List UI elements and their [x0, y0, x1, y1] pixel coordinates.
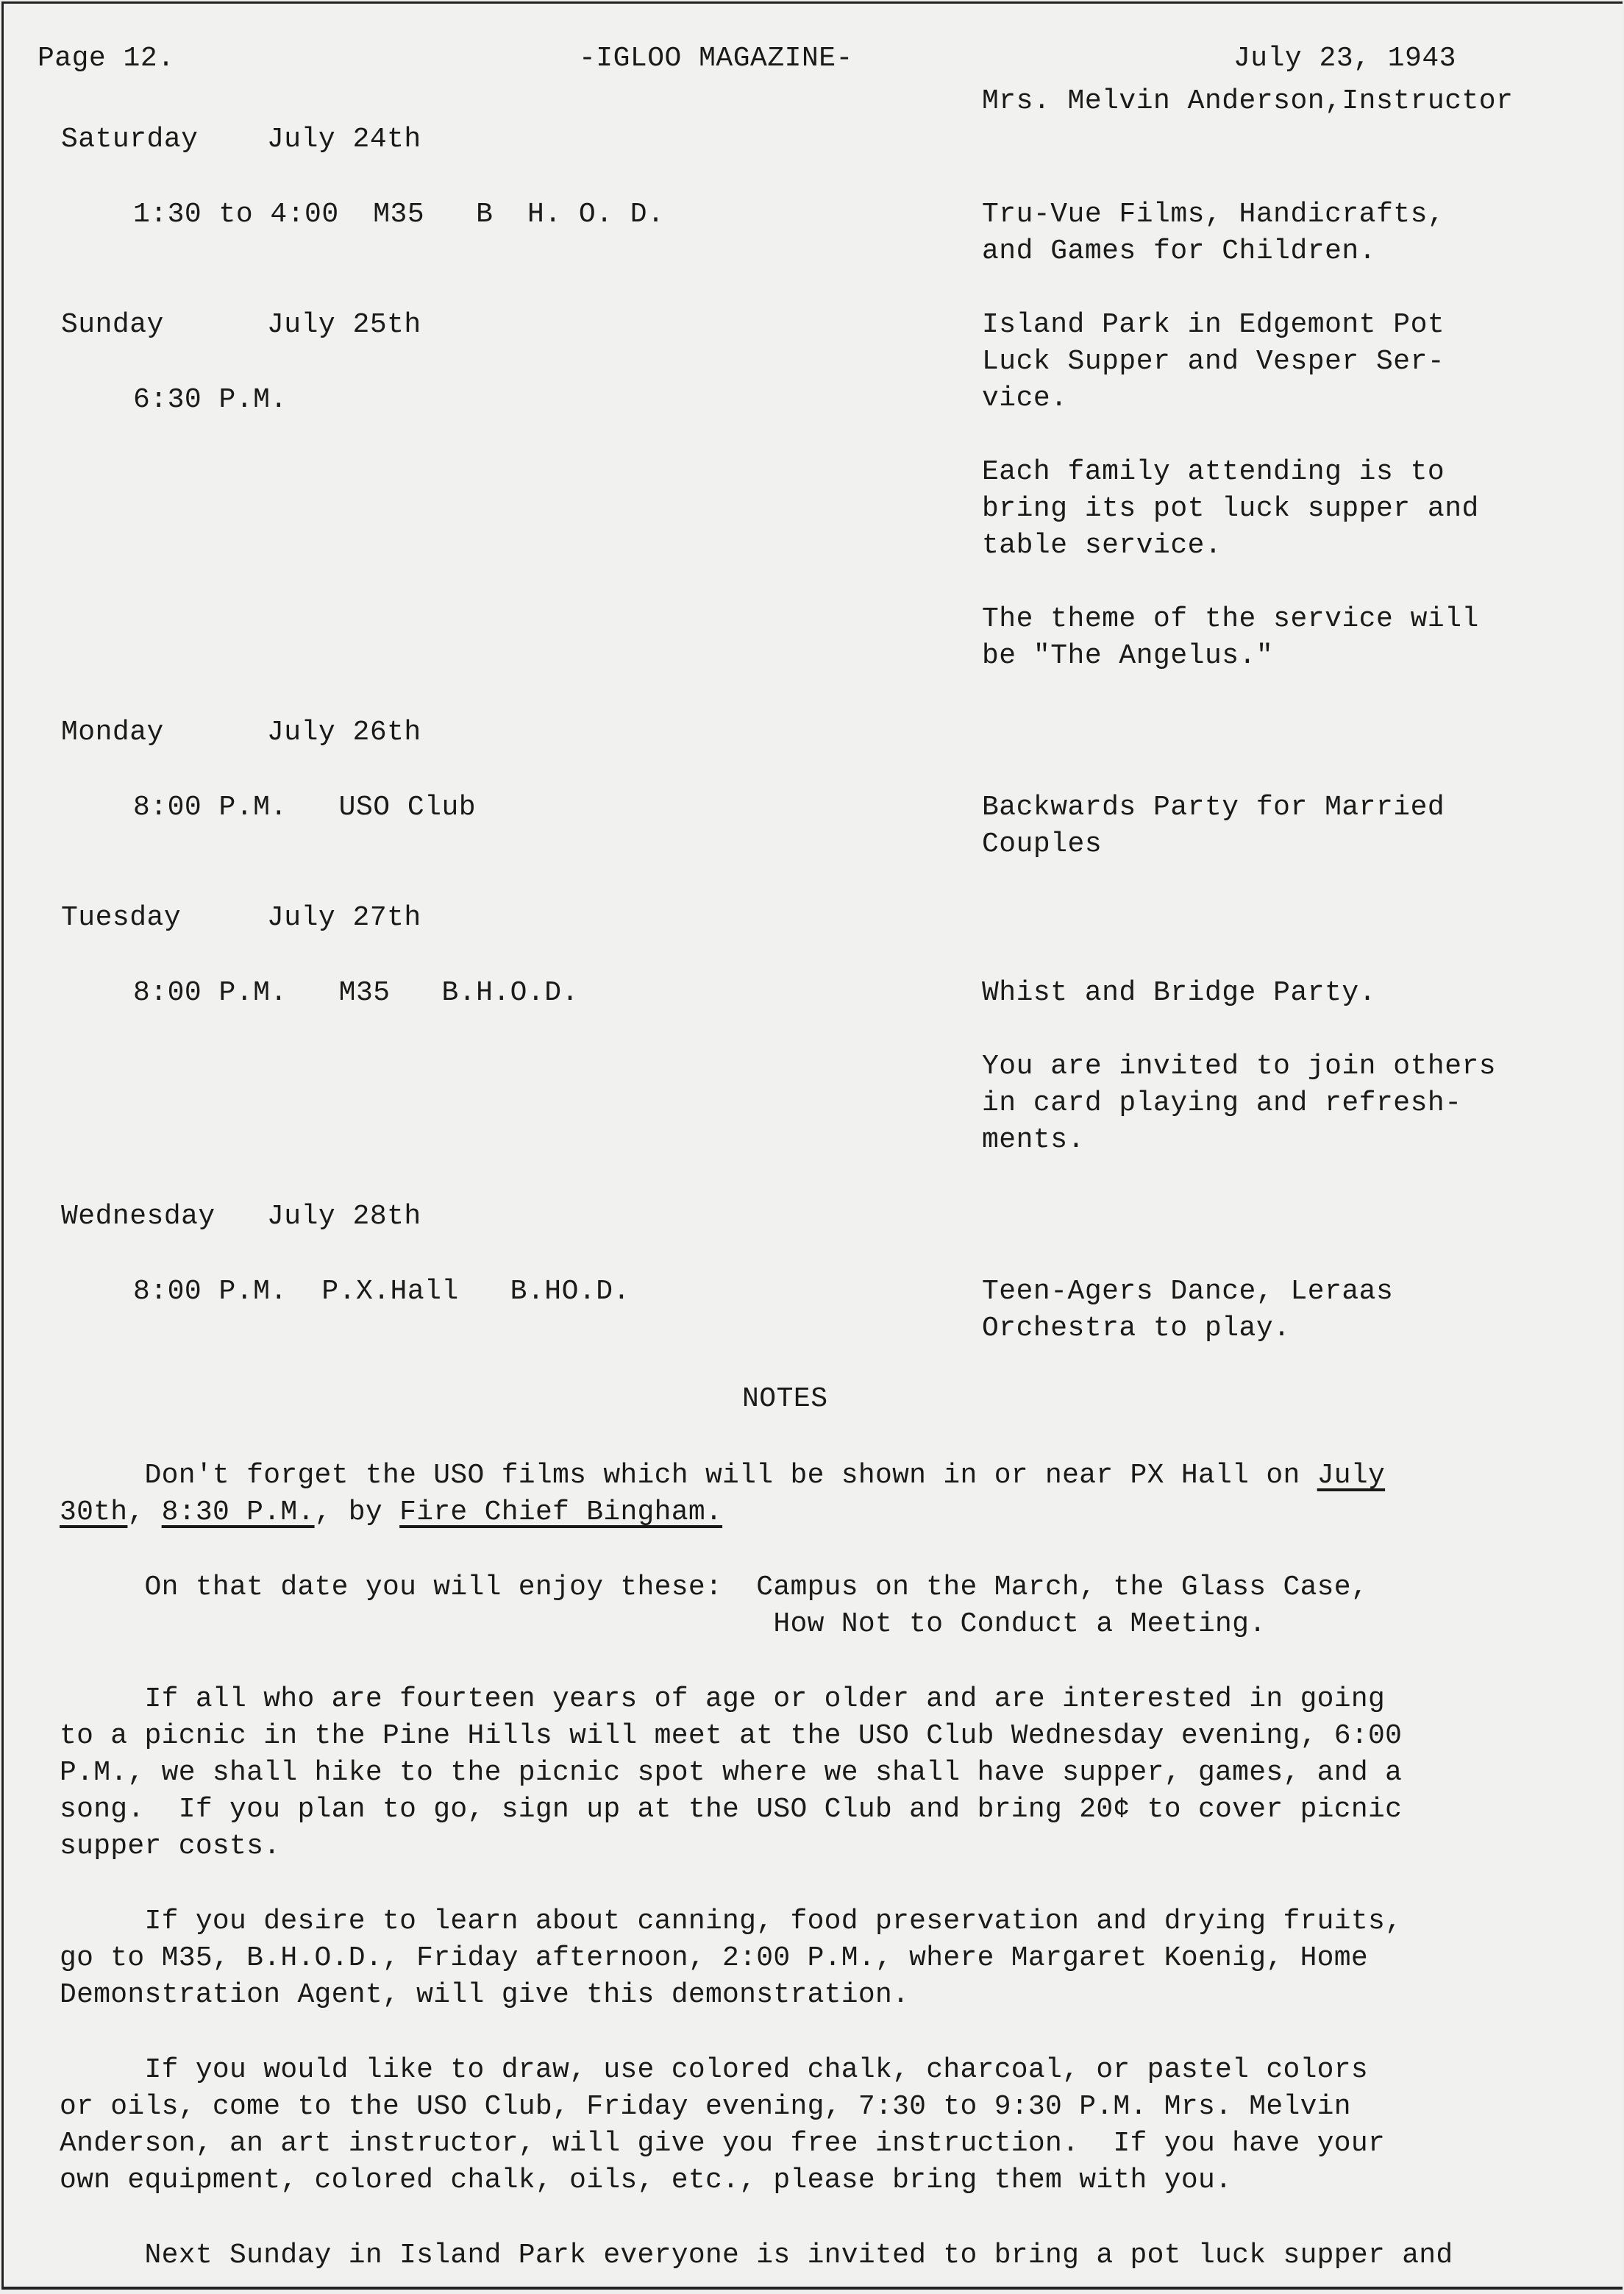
schedule-time-location: 1:30 to 4:00 M35 B H. O. D.	[133, 199, 665, 230]
schedule-extra-note: The theme of the service will	[982, 603, 1479, 635]
schedule-date: July 26th	[267, 717, 421, 748]
note-paragraph-picnic	[60, 1681, 1545, 1865]
schedule-description: Whist and Bridge Party.	[982, 977, 1376, 1009]
schedule-time-location: 8:00 P.M. M35 B.H.O.D.	[133, 977, 579, 1009]
schedule-date: July 28th	[267, 1201, 421, 1232]
note-line: go to M35, B.H.O.D., Friday afternoon, 2:00 P.M., where Margaret Koenig, Home	[60, 1942, 1368, 1974]
issue-date: July 23, 1943	[1233, 43, 1456, 74]
schedule-description: Teen-Agers Dance, Leraas	[982, 1276, 1394, 1307]
note-line: On that date you will enjoy these: Campus on the March, the Glass Case,	[60, 1572, 1368, 1603]
schedule-description: Orchestra to play.	[982, 1313, 1291, 1344]
schedule-extra-note: ments.	[982, 1124, 1085, 1156]
note-line: song. If you plan to go, sign up at the USO Club and bring 20¢ to cover picnic	[60, 1794, 1403, 1825]
underlined-name: Fire Chief Bingham.	[399, 1496, 723, 1528]
schedule-day: Monday	[61, 717, 164, 748]
note-line: P.M., we shall hike to the picnic spot where we shall have supper, games, and a	[60, 1757, 1403, 1789]
schedule-time-location: 8:00 P.M. P.X.Hall B.HO.D.	[133, 1276, 630, 1307]
schedule-description: Island Park in Edgemont Pot	[982, 309, 1445, 341]
note-line: Next Sunday in Island Park everyone is invited to bring a pot luck supper and	[60, 2240, 1453, 2271]
schedule-description: Backwards Party for Married	[982, 792, 1445, 823]
note-text: Don't forget the USO films which will be shown in or near PX Hall on	[60, 1460, 1317, 1491]
schedule-date: July 27th	[267, 902, 421, 934]
schedule-description: Luck Supper and Vesper Ser-	[982, 346, 1445, 377]
note-paragraph-canning	[60, 1903, 1545, 2014]
page-number: Page 12.	[38, 43, 175, 74]
instructor-note: Mrs. Melvin Anderson,Instructor	[982, 85, 1514, 117]
underlined-date: 30th	[60, 1496, 128, 1528]
notes-heading: NOTES	[742, 1383, 828, 1415]
schedule-description: Couples	[982, 828, 1103, 860]
schedule-day: Saturday	[61, 124, 199, 155]
note-text: ,	[127, 1496, 162, 1528]
schedule-date: July 24th	[267, 124, 421, 155]
schedule-extra-note: You are invited to join others	[982, 1051, 1497, 1082]
note-line: own equipment, colored chalk, oils, etc., please bring them with you.	[60, 2165, 1233, 2196]
note-line: How Not to Conduct a Meeting.	[60, 1608, 1267, 1640]
note-line: If you desire to learn about canning, food preservation and drying fruits,	[60, 1906, 1403, 1937]
note-paragraph-art-class	[60, 2052, 1545, 2199]
schedule-day: Sunday	[61, 309, 164, 341]
note-paragraph-film-list	[60, 1569, 1545, 1643]
schedule-extra-note: Each family attending is to	[982, 456, 1445, 488]
schedule-day: Tuesday	[61, 902, 182, 934]
note-paragraph-potluck	[60, 2237, 1545, 2274]
magazine-page	[1, 1, 1623, 2290]
note-line: Demonstration Agent, will give this demonstration.	[60, 1979, 910, 2011]
underlined-date: July	[1317, 1460, 1386, 1491]
schedule-time-location: 6:30 P.M.	[133, 384, 288, 416]
schedule-description: vice.	[982, 383, 1068, 414]
schedule-extra-note: table service.	[982, 530, 1222, 561]
underlined-time: 8:30 P.M.	[161, 1496, 315, 1528]
schedule-day: Wednesday	[61, 1201, 216, 1232]
note-paragraph-films	[60, 1457, 1545, 1531]
schedule-time-location: 8:00 P.M. USO Club	[133, 792, 477, 823]
magazine-title: -IGLOO MAGAZINE-	[579, 43, 853, 74]
note-line: to a picnic in the Pine Hills will meet at the USO Club Wednesday evening, 6:00	[60, 1720, 1403, 1752]
schedule-description: and Games for Children.	[982, 235, 1376, 267]
note-line: If all who are fourteen years of age or older and are interested in going	[60, 1683, 1386, 1715]
schedule-extra-note: bring its pot luck supper and	[982, 493, 1479, 525]
note-line: supper costs.	[60, 1830, 281, 1862]
note-text: , by	[314, 1496, 400, 1528]
note-line: If you would like to draw, use colored chalk, charcoal, or pastel colors	[60, 2054, 1368, 2086]
note-line: Anderson, an art instructor, will give you free instruction. If you have your	[60, 2128, 1386, 2159]
schedule-extra-note: be "The Angelus."	[982, 640, 1274, 672]
schedule-description: Tru-Vue Films, Handicrafts,	[982, 199, 1445, 230]
note-line: or oils, come to the USO Club, Friday evening, 7:30 to 9:30 P.M. Mrs. Melvin	[60, 2091, 1351, 2123]
schedule-extra-note: in card playing and refresh-	[982, 1087, 1462, 1119]
schedule-date: July 25th	[267, 309, 421, 341]
